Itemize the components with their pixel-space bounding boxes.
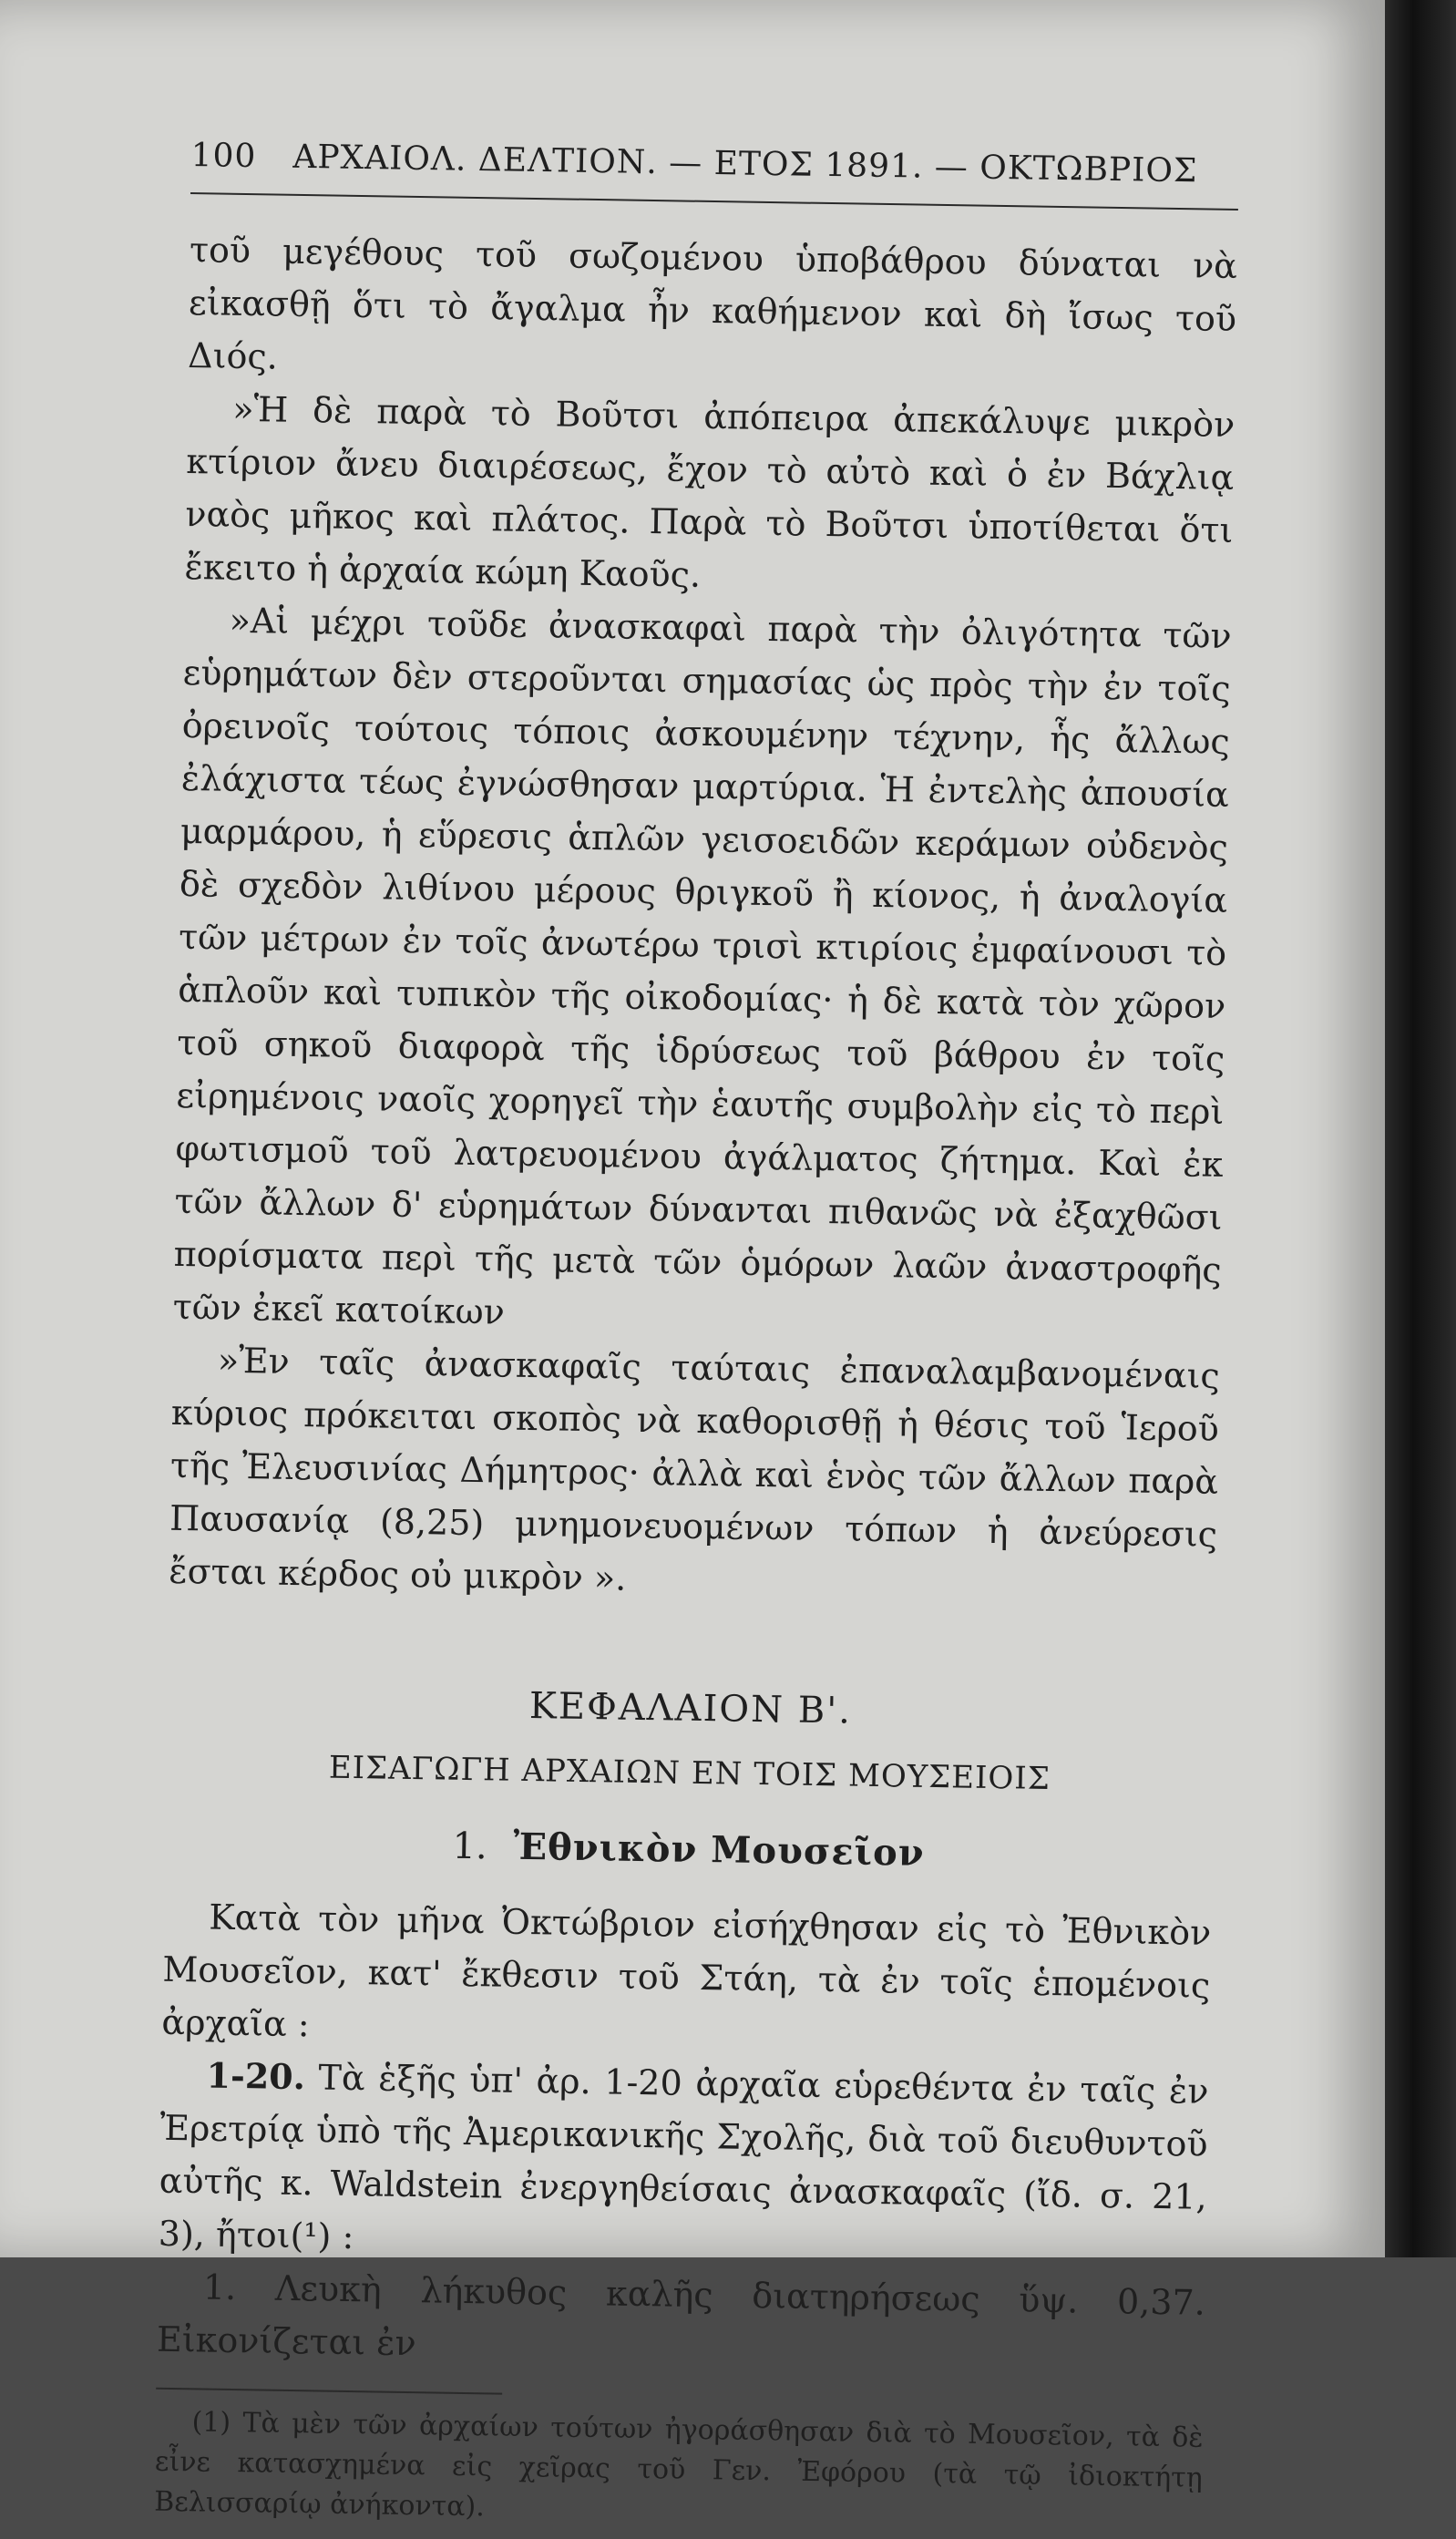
entry-number: 1-20. (206, 2054, 306, 2098)
body-paragraph: »Ἡ δὲ παρὰ τὸ Βοῦτσι ἀπόπειρα ἀπεκάλυψε μικρὸν κτίριον ἄνευ διαιρέσεως, ἔχον τὸ αὐτὸ καὶ ὁ ἐν Βάχλιᾳ ναὸς μῆκος καὶ πλάτος. Παρὰ τὸ Βοῦτσι ὑποτίθεται ὅτι ἔκειτο ἡ ἀρχαία κώμη Καοῦς. (184, 388, 1236, 595)
chapter-heading: ΚΕΦΑΛΑΙΟΝ Β'. (528, 1685, 853, 1732)
footnote-divider (156, 2388, 502, 2395)
section-intro: Κατὰ τὸν μῆνα Ὀκτώβριον εἰσήχθησαν εἰς τὸ Ἐθνικὸν Μουσεῖον, κατ' ἔκθεσιν τοῦ Στάη, τὰ ἐν τοῖς ἑπομένοις ἀρχαῖα : (161, 1897, 1212, 2045)
page-number: 100 (190, 137, 257, 176)
section-heading (164, 1820, 1213, 1879)
body-paragraph: »Ἐν ταῖς ἀνασκαφαῖς ταύταις ἐπαναλαμβανομέναις κύριος πρόκειται σκοπὸς νὰ καθορισθῇ ἡ θέσις τοῦ Ἱεροῦ τῆς Ἐλευσινίας Δήμητρος· ἀλλὰ καὶ ἑνὸς τῶν ἄλλων παρὰ Παυσανίᾳ (8,25) μνημονευομένων τόπων ἡ ἀνεύρεσις ἔσται κέρδος οὐ μικρὸν ». (168, 1340, 1221, 1598)
page-content (154, 137, 1239, 2539)
chapter-subheading: ΕΙΣΑΓΩΓΗ ΑΡΧΑΙΩΝ ΕΝ ΤΟΙΣ ΜΟΥΣΕΙΟΙΣ (328, 1749, 1051, 1798)
body-paragraph: »Αἱ μέχρι τοῦδε ἀνασκαφαὶ παρὰ τὴν ὀλιγότητα τῶν εὑρημάτων δὲν στεροῦνται σημασίας ὡς πρὸς τὴν ἐν τοῖς ὀρεινοῖς τούτοις τόποις ἀσκουμένην τέχνην, ἧς ἄλλως ἐλάχιστα τέως ἐγνώσθησαν μαρτύρια. Ἡ ἐντελὴς ἀπουσία μαρμάρου, ἡ εὕρεσις ἁπλῶν γεισοειδῶν κεράμων οὐδενὸς δὲ σχεδὸν λιθίνου μέρους θριγκοῦ ἢ κίονος, ἡ ἀναλογία τῶν μέτρων ἐν τοῖς ἀνωτέρω τρισὶ κτιρίοις ἐμφαίνουσι τὸ ἁπλοῦν καὶ τυπικὸν τῆς οἰκοδομίας· ἡ δὲ κατὰ τὸν χῶρον τοῦ σηκοῦ διαφορὰ τῆς ἱδρύσεως τοῦ βάθρου ἐν τοῖς εἰρημένοις ναοῖς χορηγεῖ τὴν ἑαυτῆς συμβολὴν εἰς τὸ περὶ φωτισμοῦ τοῦ λατρευομένου ἀγάλματος ζήτημα. Καὶ ἐκ τῶν ἄλλων δ' εὑρημάτων δύνανται πιθανῶς νὰ ἐξαχθῶσι πορίσματα περὶ τῆς μετὰ τῶν ὁμόρων λαῶν ἀναστροφῆς τῶν ἐκεῖ κατοίκων (172, 600, 1232, 1332)
footnote: (1) Τὰ μὲν τῶν ἀρχαίων τούτων ἠγοράσθησαν διὰ τὸ Μουσεῖον, τὰ δὲ εἶνε κατασχημένα εἰς χεῖρας τοῦ Γεν. Ἐφόρου (τὰ τῷ ἰδιοκτήτῃ Βελισσαρίῳ ἀνήκοντα). (153, 2406, 1204, 2524)
running-title: ΑΡΧΑΙΟΛ. ΔΕΛΤΙΟΝ. — ΕΤΟΣ 1891. — ΟΚΤΩΒΡΙΟΣ (292, 138, 1198, 190)
book-spine-shadow (1385, 0, 1456, 2257)
running-head (190, 137, 1239, 211)
section-title: Ἐθνικὸν Μουσεῖον (513, 1825, 925, 1875)
body-paragraph: τοῦ μεγέθους τοῦ σωζομένου ὑποβάθρου δύναται νὰ εἰκασθῇ ὅτι τὸ ἄγαλμα ἦν καθήμενον καὶ δὴ ἴσως τοῦ Διός. (187, 229, 1238, 377)
section-number: 1. (452, 1825, 488, 1868)
item-paragraph: 1. Λευκὴ λήκυθος καλῆς διατηρήσεως ὕψ. 0,37. Εἰκονίζεται ἐν (156, 2267, 1206, 2364)
entry-text: Τὰ ἑξῆς ὑπ' ἀρ. 1-20 ἀρχαῖα εὑρεθέντα ἐν ταῖς ἐν Ἐρετρίᾳ ὑπὸ τῆς Ἀμερικανικῆς Σχολῆς, διὰ τοῦ διευθυντοῦ αὐτῆς κ. Waldstein ἐνεργηθείσαις ἀνασκαφαῖς (ἴδ. σ. 21, 3), ἤτοι(¹) : (158, 2057, 1209, 2257)
entry-paragraph (158, 2049, 1209, 2277)
